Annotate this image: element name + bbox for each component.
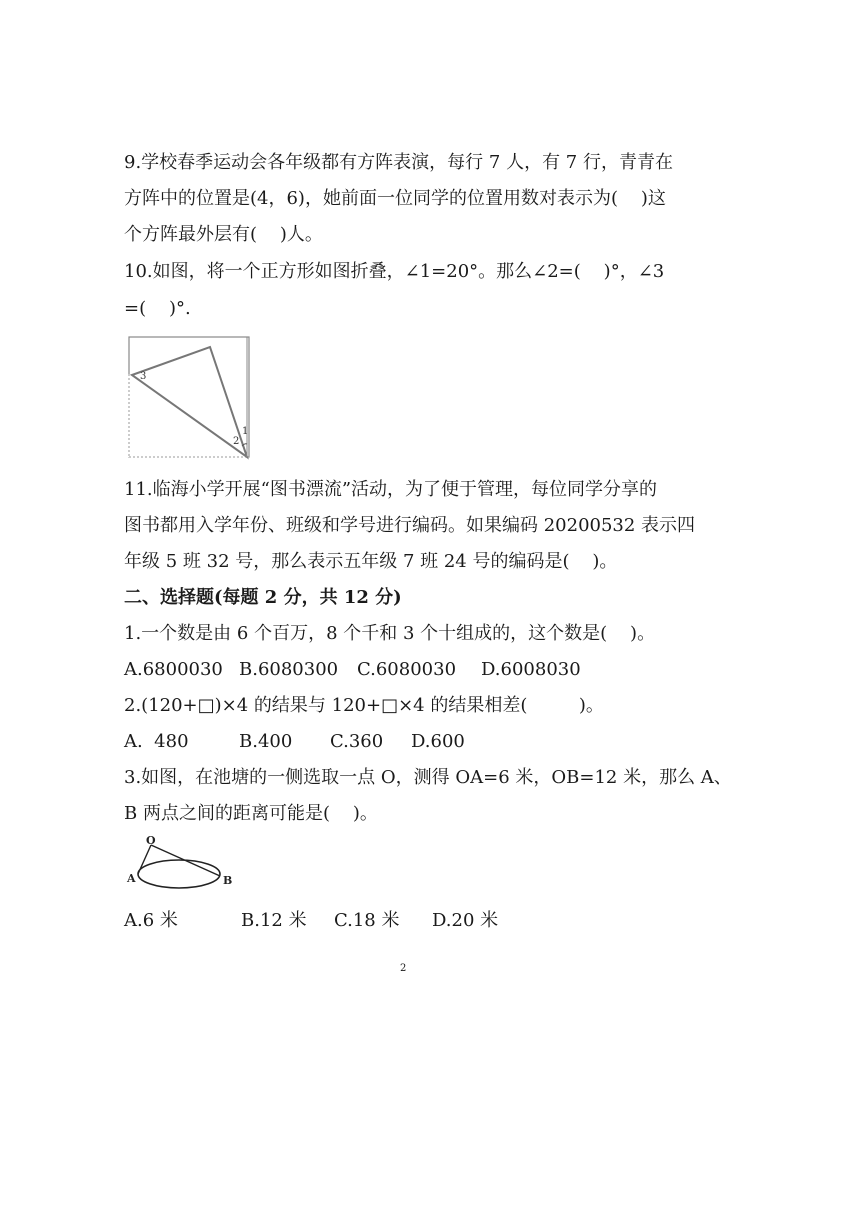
point-b-label: B: [223, 874, 233, 887]
segment-ob: [151, 845, 220, 876]
segment-oa: [138, 845, 151, 874]
choice-3-pond-figure: [124, 834, 236, 894]
q10-line-1: 10.如图，将一个正方形如图折叠，∠1=20°。那么∠2=( )°，∠3: [124, 261, 665, 282]
choice-2-option-b: B.400: [239, 731, 293, 752]
choice-3-option-b: B.12 米: [241, 910, 307, 931]
q11-line-2: 图书都用入学年份、班级和学号进行编码。如果编码 20200532 表示四: [124, 515, 696, 536]
q11-line-1: 11.临海小学开展“图书漂流”活动，为了便于管理，每位同学分享的: [124, 479, 658, 500]
angle-2-label: 2: [233, 436, 240, 447]
angle-1-label: 1: [242, 426, 249, 437]
choice-3-option-a: A.6 米: [124, 910, 178, 931]
point-a-label: A: [127, 872, 136, 885]
choice-2-stem: 2.(120+□)×4 的结果与 120+□×4 的结果相差( )。: [124, 695, 604, 716]
folded-triangle: [132, 347, 247, 457]
angle-3-label: 3: [140, 371, 147, 382]
choice-1-option-c: C.6080030: [357, 659, 457, 680]
page-number: 2: [400, 963, 407, 974]
choice-2-option-a: A. 480: [124, 731, 189, 752]
q11-line-3: 年级 5 班 32 号，那么表示五年级 7 班 24 号的编码是( )。: [124, 551, 618, 572]
choice-3-line-2: B 两点之间的距离可能是( )。: [124, 803, 378, 824]
q10-line-2: =( )°.: [124, 298, 191, 319]
choice-1-stem: 1.一个数是由 6 个百万，8 个千和 3 个十组成的，这个数是( )。: [124, 623, 656, 644]
choice-1-option-a: A.6800030: [124, 659, 223, 680]
q9-line-3: 个方阵最外层有( )人。: [124, 224, 323, 245]
q10-folded-square-figure: [126, 334, 254, 462]
q9-line-2: 方阵中的位置是(4，6)，她前面一位同学的位置用数对表示为( )这: [124, 188, 666, 209]
choice-1-option-b: B.6080300: [239, 659, 339, 680]
choice-2-option-d: D.600: [411, 731, 465, 752]
choice-3-options: [124, 908, 499, 1038]
choice-3-option-d: D.20 米: [432, 910, 499, 931]
section-2-heading: 二、选择题(每题 2 分，共 12 分): [124, 587, 402, 608]
q9-line-1: 9.学校春季运动会各年级都有方阵表演，每行 7 人，有 7 行，青青在: [124, 152, 673, 173]
choice-3-option-c: C.18 米: [334, 910, 400, 931]
choice-1-option-d: D.6008030: [481, 659, 581, 680]
choice-3-line-1: 3.如图，在池塘的一侧选取一点 O，测得 OA=6 米，OB=12 米，那么 A、: [124, 767, 732, 788]
choice-2-option-c: C.360: [330, 731, 384, 752]
point-o-label: O: [146, 834, 156, 847]
pond-ellipse: [138, 860, 220, 888]
